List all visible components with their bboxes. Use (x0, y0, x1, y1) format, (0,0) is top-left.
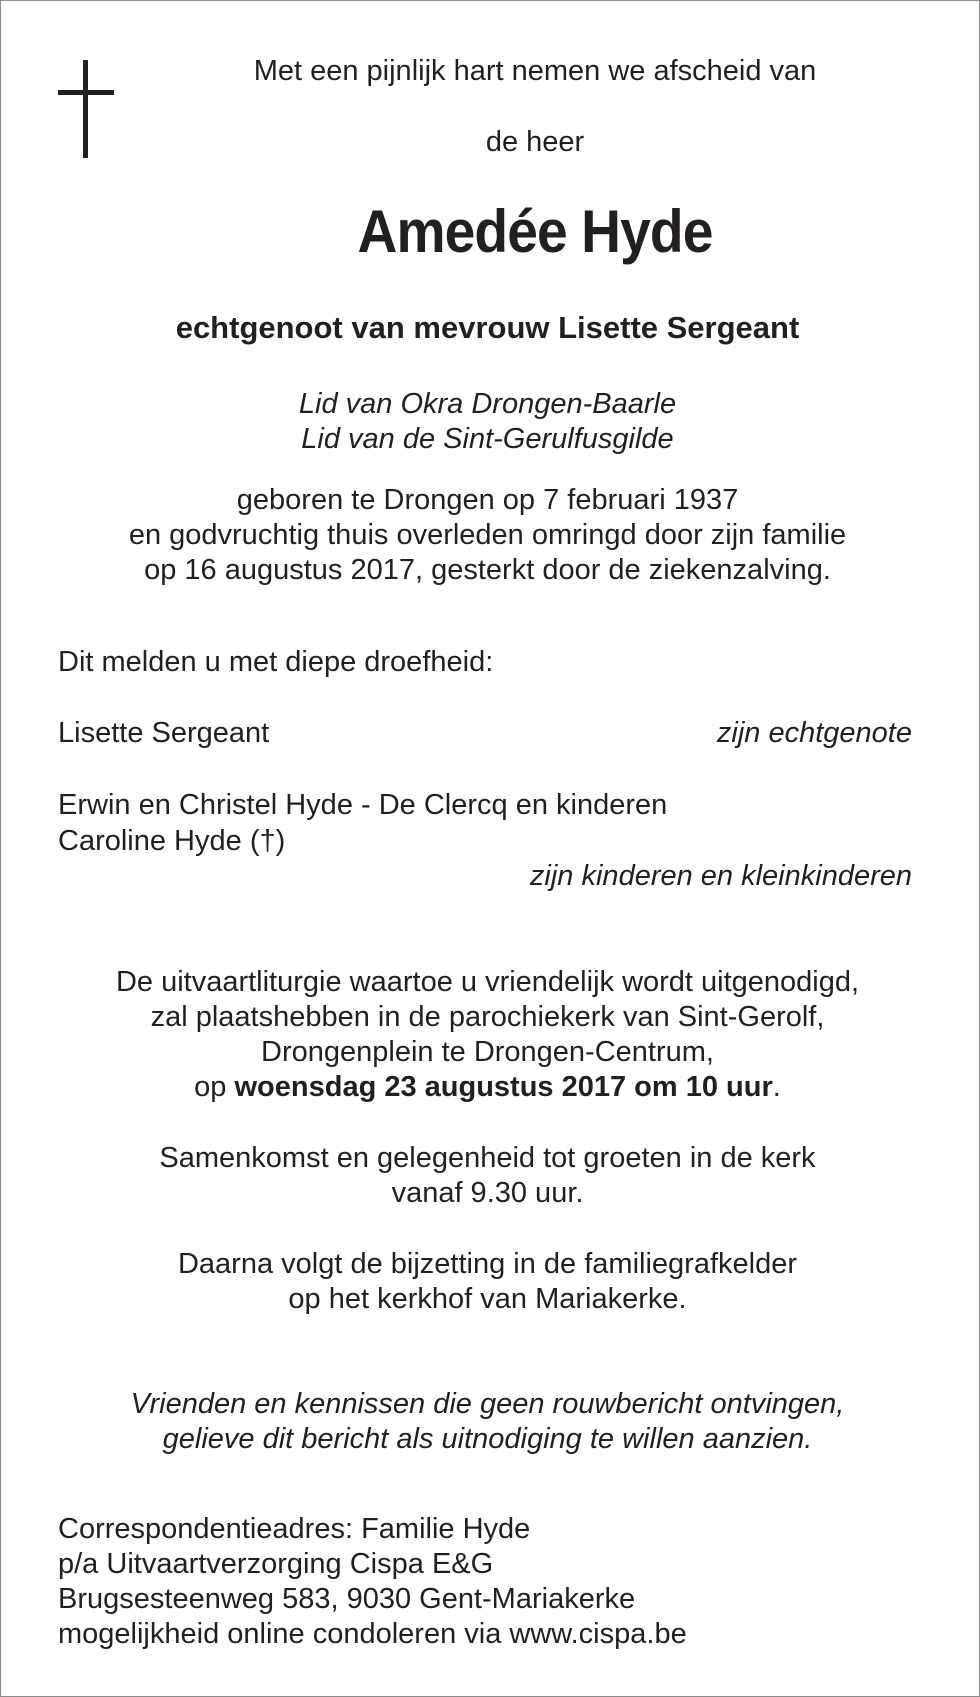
funeral-line-3: Drongenplein te Drongen-Centrum, (261, 1036, 714, 1068)
correspondence-line-3: Brugsesteenweg 583, 9030 Gent-Mariakerke (58, 1583, 636, 1615)
date-prefix: op (194, 1071, 235, 1103)
burial-line-1: Daarna volgt de bijzetting in de familiegrafkelder (177, 1248, 797, 1280)
correspondence-line-2: p/a Uitvaartverzorging Cispa E&G (58, 1548, 494, 1580)
membership-gilde: Lid van de Sint-Gerulfusgilde (301, 423, 674, 455)
burial-block (60, 1247, 915, 1317)
friends-line-2: gelieve dit bericht als uitnodiging te willen aanzien. (162, 1423, 813, 1455)
family-spouse-name: Lisette Sergeant (58, 717, 270, 749)
announce-text: Dit melden u met diepe droefheid: (58, 646, 494, 678)
family-spouse-role: zijn echtgenote (716, 717, 912, 749)
correspondence-line-1: Correspondentieadres: Familie Hyde (58, 1513, 531, 1545)
family-children-role: zijn kinderen en kleinkinderen (529, 860, 912, 892)
intro-text: Met een pijnlijk hart nemen we afscheid van (253, 55, 817, 87)
meeting-line-1: Samenkomst en gelegenheid tot groeten in de kerk (159, 1142, 816, 1174)
date-suffix: . (772, 1071, 781, 1103)
death-date-line: op 16 augustus 2017, gesterkt door de ziekenzalving. (144, 554, 831, 586)
spouse-line: echtgenoot van mevrouw Lisette Sergeant (175, 310, 800, 345)
cross-icon (58, 60, 114, 158)
birth-line: geboren te Drongen op 7 februari 1937 (236, 484, 739, 516)
family-child-2: Caroline Hyde (†) (58, 825, 286, 857)
family-child-1: Erwin en Christel Hyde - De Clercq en kinderen (58, 789, 668, 821)
birth-death-block (60, 483, 915, 588)
deceased-name: Amedée Hyde (357, 198, 713, 265)
friends-line-1: Vrienden en kennissen die geen rouwbericht ontvingen, (130, 1388, 845, 1420)
honorific: de heer (485, 126, 585, 158)
funeral-block (60, 965, 915, 1105)
correspondence-line-4: mogelijkheid online condoleren via www.cispa.be (58, 1618, 687, 1650)
burial-line-2: op het kerkhof van Mariakerke. (288, 1283, 687, 1315)
membership-okra: Lid van Okra Drongen-Baarle (298, 388, 677, 420)
friends-note (60, 1387, 915, 1457)
funeral-line-2: zal plaatshebben in de parochiekerk van Sint-Gerolf, (150, 1001, 825, 1033)
meeting-line-2: vanaf 9.30 uur. (391, 1177, 584, 1209)
funeral-date-line (60, 1070, 915, 1105)
death-line: en godvruchtig thuis overleden omringd door zijn familie (128, 519, 847, 551)
funeral-date: woensdag 23 augustus 2017 om 10 uur (234, 1071, 773, 1103)
meeting-block (60, 1141, 915, 1211)
funeral-line-1: De uitvaartliturgie waartoe u vriendelijk wordt uitgenodigd, (115, 966, 860, 998)
correspondence-block (58, 1512, 687, 1652)
